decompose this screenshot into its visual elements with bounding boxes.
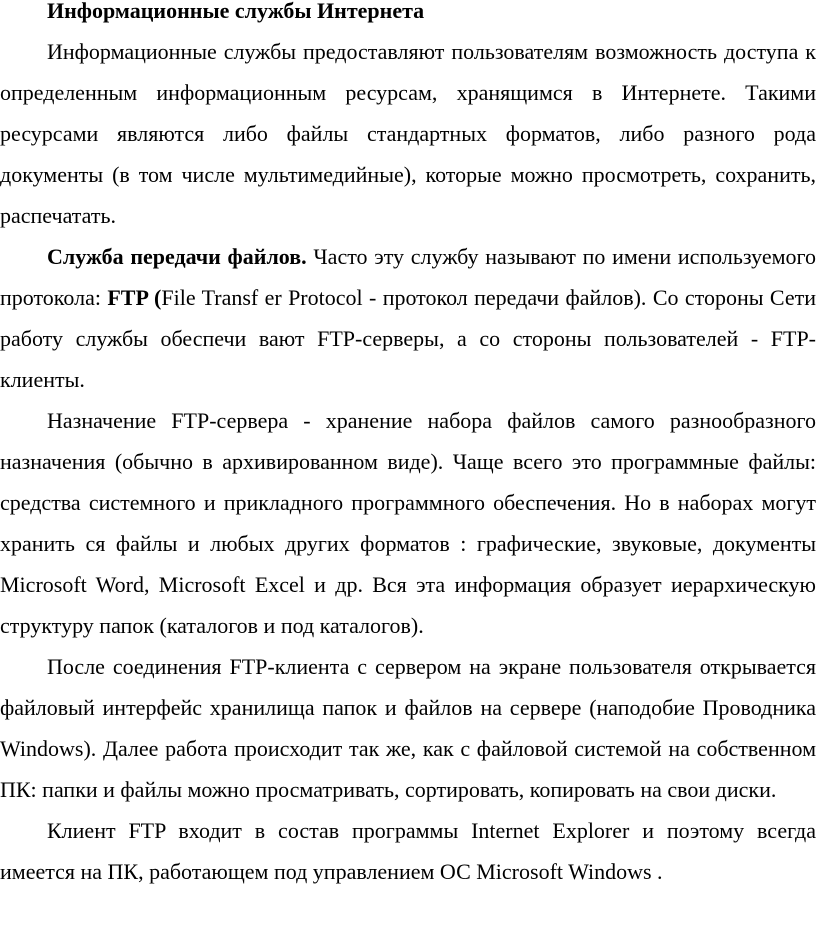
paragraph: [0, 400, 816, 646]
text-run: Часто эту службу называют по имени используемого протокола:: [0, 244, 816, 310]
text-run: Клиент FTP входит в состав программы Internet Explorer и поэтому всегда имеется на ПК, работающем под управлением ОС Microsoft Windows .: [0, 818, 816, 884]
paragraph: [0, 810, 816, 892]
text-run: После соединения FTP-клиента с сервером на экране пользователя открывается файловый интерфейс хранилища папок и файлов на сервере (наподобие Проводника Windows). Далее работа происходит так же, как с файловой системой на собственном ПК: папки и файлы можно просматривать, сортировать, копировать на свои диски.: [0, 654, 816, 802]
paragraph: [0, 646, 816, 810]
paragraph: [0, 31, 816, 236]
text-run-bold: FTP (: [107, 285, 162, 310]
text-run: Информационные службы предоставляют пользователям возможность доступа к определенным информационным ресурсам, хранящимся в Интернете. Такими ресурсами являются либо файлы стандартных форматов, либо разного рода документы (в том числе мультимедийные), которые можно просмотреть, сохранить, распечатать.: [0, 39, 816, 228]
text-run: File Transf er Protocol - протокол передачи файлов). Со стороны Сети работу службы обеспечи вают FTP-серверы, а со стороны пользователей - FTP-клиенты.: [0, 285, 816, 392]
text-run: Назначение FTP-сервера - хранение набора файлов самого разнообразного назначения (обычно в архивированном виде). Чаще всего это программные файлы: средства системного и прикладного программного обеспечения. Но в наборах могут хранить ся файлы и любых других форматов : графические, звуковые, документы Microsoft Word, Microsoft Excel и др. Вся эта информация образует иерархическую структуру папок (каталогов и под каталогов).: [0, 408, 816, 638]
document-title: Информационные службы Интернета: [47, 0, 425, 23]
paragraph: [0, 236, 816, 400]
text-run-bold: Служба передачи файлов.: [47, 244, 314, 269]
